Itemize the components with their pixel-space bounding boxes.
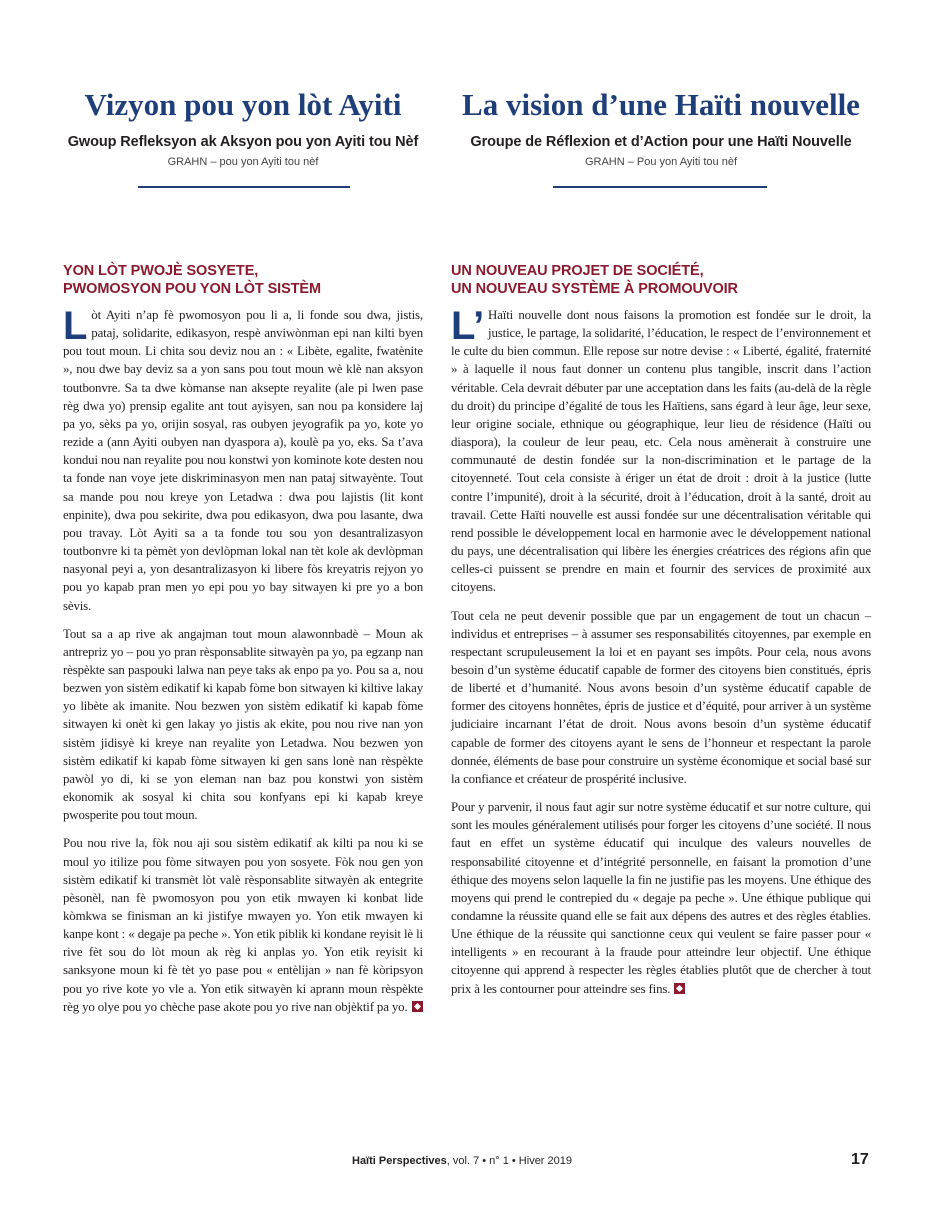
creole-body	[63, 306, 423, 1026]
french-subtitle: Groupe de Réflexion et d’Action pour une Haïti Nouvelle	[470, 134, 852, 150]
creole-heading-line1: YON LÒT PWOJÈ SOSYETE,	[63, 263, 259, 279]
end-mark-icon	[412, 1001, 423, 1012]
creole-paragraph-3	[63, 834, 423, 1016]
creole-paragraph-1	[63, 306, 423, 615]
creole-section-heading	[63, 262, 423, 298]
french-heading-line1: UN NOUVEAU PROJET DE SOCIÉTÉ,	[451, 263, 704, 279]
french-sub-small: GRAHN – Pou yon Ayiti tou nèf	[584, 156, 738, 168]
issue-info: , vol. 7 • n° 1 • Hiver 2019	[446, 1155, 572, 1167]
french-p1-text: Haïti nouvelle dont nous faisons la promotion est fondée sur le droit, la justice, le partage, la solidarité, l’éducation, le respect de l’environnement et le culte du bien commun. Elle repose sur notre devise : « Liberté, égalité, fraternité » à laquelle il nous faut donner un contenu plus tangible, inscrit dans l’action véritable. Cela devrait débuter par une acceptation dans les faits (au-delà de la règle du droit) du principe d’égalité de tous les Haïtiens, sans égard à leur âge, leur sexe, leur origine sociale, ethnique ou géographique, leur lieu de résidence (Haïti ou diaspora), la couleur de leur peau, etc. Cela nous amènerait à construire une communauté de destin fondée sur la non-discrimination et le partage de la citoyenneté. Tout cela consiste à ériger un état de droit : droit à la justice (lutte contre l’impunité), droit à la sécurité, droit à l’éducation, droit à la santé, droit au travail. Cette Haïti nouvelle est aussi fondée sur une décentralisation véritable qui rend possible le développement local en harmonie avec le développement national du pays, une décentralisation qui libère les énergies créatrices des régions afin que celles-ci puissent se prendre en main et fournir des services de proximité aux citoyens.	[451, 308, 871, 595]
french-p3-text: Pour y parvenir, il nous faut agir sur notre système éducatif et sur notre culture, qui sont les moules généralement utilisés pour forger les citoyens d’une société. Il nous faut en effet un système éducatif qui inculque des valeurs nouvelles de responsabilité citoyenne et d’intégrité personnelle, en faisant la promotion d’une éthique des moyens selon laquelle la fin ne justifie pas les moyens. Une éthique des moyens qui prend le contrepied du « degaje pa peche ». Une éthique publique qui condamne la réussite quand elle se fait aux dépens des autres et des règles établies. Une éthique de la réussite qui sanctionne ceux qui veulent se faire passer pour « intelligents » en recourant à la fraude pour atteindre leur objectif. Une éthique citoyenne qui apprend à respecter les règles établies plutôt que de chercher à tout prix à les contourner pour atteindre ses fins.	[451, 800, 871, 996]
page-number: 17	[851, 1151, 869, 1168]
french-dropcap: L’	[451, 304, 485, 348]
creole-paragraph-2: Tout sa a ap rive ak angajman tout moun alawonnbadè – Moun ak antrepriz yo – pou yo pran rèsponsablite sitwayèn pa yo, pa egzanp nan rèspèkte san paspouki lalwa nan peye taks ak enpo pa yo. Pou sa a, nou bezwen yon sistèm edikatif ki kapab fòme bon sitwayen ki kiltive lakay yo libète ak imanite. Nou bezwen yon sistèm edikatif ki kapab fòme sitwayen ki onèt ki gen lakay yo jistis ak ekite, pou nou rive nan yon sistèm jidisyè ki kreye nan reyalite yon Letadwa. Nou bezwen yon sistèm edikatif ki kapab fòme sitwayen ki gen sans lonè nan rèspèkte pawòl yo di, ki se yon eleman nan baz pou konstwi yon sistèm ekonomik ak sosyal ki chita sou konfyans epi ki kapab kreye pwosperite pou tout moun.	[63, 626, 423, 823]
end-mark-icon	[674, 983, 685, 994]
creole-heading-line2: PWOMOSYON POU YON LÒT SISTÈM	[63, 281, 321, 297]
page-footer	[352, 1155, 572, 1167]
creole-dropcap: L	[63, 304, 88, 348]
french-paragraph-3	[451, 798, 871, 998]
french-paragraph-1	[451, 306, 871, 597]
french-section-heading	[451, 262, 871, 298]
french-heading-line2: UN NOUVEAU SYSTÈME À PROMOUVOIR	[451, 281, 738, 297]
creole-p3-text: Pou nou rive la, fòk nou aji sou sistèm edikatif ak kilti pa nou ki se moul yo itilize pou fòme sitwayen pou yon sosyete. Fòk nou gen yon sistèm edikatif ki transmèt lòt valè rèsponsablite sitwayèn ak entegrite pèsonèl, nan fè pwomosyon pou yon etik mwayen ki konbat lide kòmkwa se finisman an ki jistifye mwayen yo. Yon etik mwayen ki kanpe kont : « degaje pa peche ». Yon etik piblik ki kondane reyisit lè li rive fèt sou do lòt moun ak règ ki anplas yo. Yon etik reyisit ki sanksyone moun ki fè tèt yo pase pou « entèlijan » nan fè kòripsyon pou yo rive kote yo vle a. Yon etik sitwayèn ki aprann moun rèspèkte règ yo olye pou yo chèche pase akote pou yo rive nan objèktif pa yo.	[63, 836, 423, 1014]
french-body	[451, 306, 871, 1008]
french-paragraph-2: Tout cela ne peut devenir possible que par un engagement de tout un chacun – individus et entreprises – à assumer ses responsabilités citoyennes, par exemple en respectant scrupuleusement la loi et en payant ses impôts. Pour cela, nous avons besoin d’un système éducatif capable de former des citoyens bien constitués, épris de liberté et d’humanité. Nous avons besoin d’un système éducatif capable de former des citoyens honnêtes, épris de justice et d’équité, pour arriver à un système judiciaire incarnant l’état de droit. Nous avons besoin d’un système éducatif capable de former des citoyens ayant le sens de l’honneur et respectant la parole donnée, éléments de base pour construire un système économique et social basé sur la confiance et créateur de prospérité inclusive.	[451, 608, 871, 786]
journal-name: Haïti Perspectives	[352, 1155, 447, 1167]
creole-p1-text: òt Ayiti n’ap fè pwomosyon pou li a, li fonde sou dwa, jistis, pataj, solidarite, edikasyon, respè anviwònman epi nan kilti byen pou tout moun. Li chita sou deviz nou an : « Libète, egalite, fwatènite », nou dwe bay deviz sa a yon sans pou tout moun wè klè nan aksyon toutbonvre. Sa ta dwe kòmanse nan aksepte reyalite (ale pi lwen pase règ dwa yo) prensip egalite ant tout ayisyen, san nou pa konsidere laj pa yo, sèks pa yo, orijin sosyal, ras oubyen jeyografik pa yo, kote yo rezide a (ann Ayiti oubyen nan dyaspora a), koulè pa yo, eks. Sa t’ava kondui nou nan reyalite pou nou konstwi yon kominote kote desten nou ta fonde nan voye jete diskriminasyon men nan pataj sitwayènte. Tout sa mande pou nou kreye yon Letadwa : dwa pou lajistis (lit kont enpinite), dwa pou sekirite, dwa pou edikasyon, dwa pou lasante, dwa pou travay. Lòt Ayiti sa a ta fonde tou sou yon desantralizasyon toutbonvre ki ta pèmèt yon devlòpman lokal nan tèt kole ak devlòpman nasyonal peyi a, yon desantralizasyon ki libere fòs kreyatris rejyon yo pou yo kapab pran men yo epi pou yo bay sitwayen ki pre yo a bon sèvis.	[63, 308, 423, 613]
french-title: La vision d’une Haïti nouvelle	[462, 87, 860, 122]
creole-sub-small: GRAHN – pou yon Ayiti tou nèf	[167, 156, 319, 168]
creole-divider	[138, 186, 350, 188]
creole-title: Vizyon pou yon lòt Ayiti	[84, 87, 402, 122]
creole-subtitle: Gwoup Refleksyon ak Aksyon pou yon Ayiti tou Nèf	[67, 134, 419, 150]
french-divider	[553, 186, 767, 188]
